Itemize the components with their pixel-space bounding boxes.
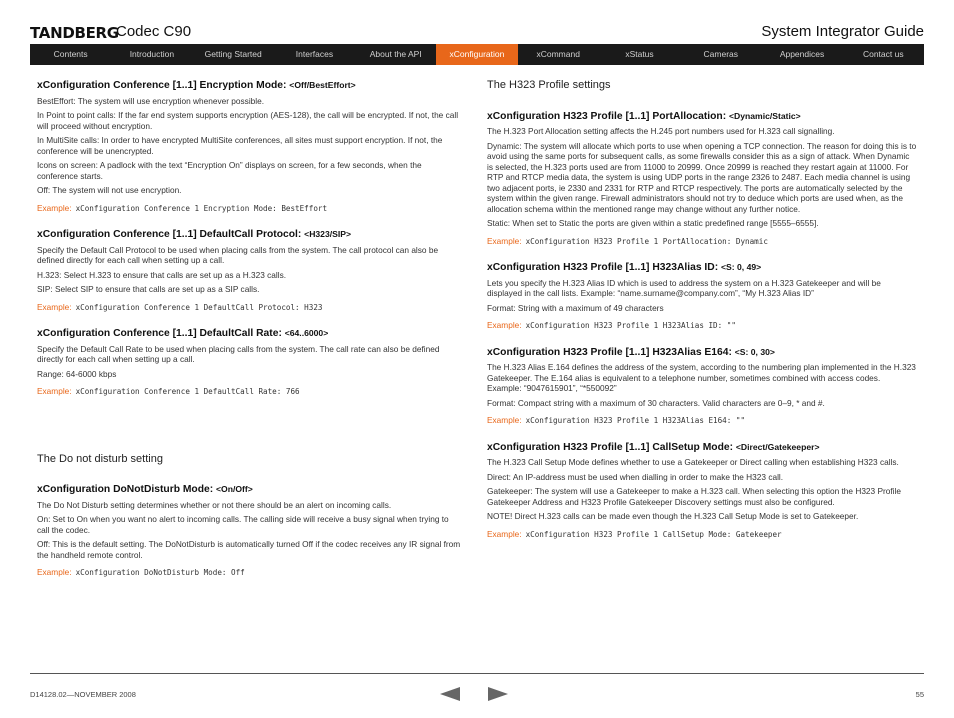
entry-options: <On/Off> [216, 484, 253, 494]
example-code: xConfiguration H323 Profile 1 H323Alias E164: "" [525, 416, 746, 425]
example-label: Example: [487, 320, 522, 330]
entry-title [487, 442, 917, 454]
previous-page-arrow-icon[interactable] [440, 687, 460, 701]
tab-contact-us[interactable]: Contact us [862, 49, 904, 59]
entry-paragraph: Lets you specify the H.323 Alias ID which is used to address the system on a H.323 Gatekeeper and will be displayed in the call lists. Example: “name.surname@company.com”, “My H.323 Alias ID” [487, 277, 881, 298]
tab-xcommand[interactable]: xCommand [536, 49, 580, 59]
entry-paragraph: Static: When set to Static the ports are given within a static predefined range [5555–6555]. [487, 218, 819, 228]
example-line [487, 236, 917, 248]
entry-encryption-mode [37, 80, 462, 214]
example-code: xConfiguration H323 Profile 1 CallSetup Mode: Gatekeeper [525, 529, 782, 539]
tab-cameras[interactable]: Cameras [703, 49, 738, 59]
section-heading-h323-profile: The H323 Profile settings [487, 79, 611, 91]
entry-paragraph: The H.323 Port Allocation setting affects the H.245 port numbers used for H.323 call signalling. [487, 126, 835, 136]
example-code: xConfiguration H323 Profile 1 PortAllocation: Dynamic [525, 236, 768, 246]
tab-xstatus[interactable]: xStatus [625, 49, 654, 59]
entry-paragraph: NOTE! Direct H.323 calls can be made even though the H.323 Call Setup Mode is set to Gatekeeper. [487, 511, 859, 521]
entry-h323alias-id [487, 262, 917, 332]
tab-xconfiguration[interactable]: xConfiguration [436, 44, 517, 65]
example-code: xConfiguration Conference 1 Encryption Mode: BestEffort [75, 203, 328, 213]
example-line [37, 386, 462, 398]
entry-title-text: xConfiguration H323 Profile [1..1] CallSetup Mode: [487, 441, 736, 453]
entry-paragraph: Range: 64-6000 kbps [37, 368, 117, 379]
entry-defaultcall-rate [37, 328, 462, 398]
example-code: xConfiguration Conference 1 DefaultCall Protocol: H323 [75, 302, 323, 312]
example-code: xConfiguration DoNotDisturb Mode: Off [75, 568, 245, 577]
entry-paragraph: Gatekeeper: The system will use a Gatekeeper to make a H.323 call. When selecting this option the H323 Profile Gatekeeper Address and H323 Profile Gatekeeper Discovery settings must also be configured. [487, 486, 901, 507]
entry-paragraph: Specify the Default Call Protocol to be used when placing calls from the system. The call protocol can also be defined directly for each call when setting up a call. [37, 244, 439, 265]
example-line [37, 567, 462, 579]
right-column [487, 80, 917, 555]
entry-options: <H323/SIP> [304, 229, 351, 239]
entry-title [37, 328, 462, 340]
example-code: xConfiguration Conference 1 DefaultCall Rate: 766 [75, 387, 300, 396]
entry-port-allocation [487, 111, 917, 248]
entry-paragraph: Dynamic: The system will allocate which ports to use when opening a TCP connection. The reason for doing this is to avoid using the same ports for subsequent calls, as some firewalls consider this as a sign of attack. When Dynamic is selected, the H.323 ports used are from 11000 to 20999. Once 20999 is reached they restart again at 11000. For RTP and RTCP media data, the system is using UDP ports in the range 2326 to 2487. Each media channel is using two adjacent ports, ie 2330 and 2331 for RTP and RTCP respectively. The ports are automatically selected by the system within the given range. Firewall administrators should not try to deduce which ports are used when, as the allocation schema within the mentioned range may change without any further notice. [487, 140, 917, 214]
entry-paragraph: In Point to point calls: If the far end system supports encryption (AES-128), the call will be encrypted. If not, the call will proceed without encryption. [37, 110, 459, 131]
entry-paragraph: Format: Compact string with a maximum of 30 characters. Valid characters are 0–9, * and #. [487, 397, 825, 408]
entry-paragraph: The H.323 Alias E.164 defines the address of the system, according to the numbering plan implemented in the H.323 Gatekeeper. The E.164 alias is equivalent to a telephone number, sometimes combined with access codes. Example: “9047615901”, “*550092” [487, 362, 916, 393]
entry-title-text: xConfiguration H323 Profile [1..1] H323Alias ID: [487, 262, 722, 273]
example-label: Example: [37, 567, 72, 577]
entry-title [487, 111, 917, 123]
tab-appendices[interactable]: Appendices [779, 49, 825, 59]
entry-donotdisturb-mode [37, 484, 462, 579]
example-line [487, 529, 917, 541]
entry-title-text: xConfiguration Conference [1..1] Encryption Mode: [37, 80, 290, 91]
tab-about-the-api[interactable]: About the API [369, 49, 422, 59]
entry-paragraph: H.323: Select H.323 to ensure that calls are set up as a H.323 calls. [37, 269, 287, 280]
example-label: Example: [487, 528, 522, 539]
next-page-arrow-icon[interactable] [488, 687, 508, 701]
entry-options: <S: 0, 49> [721, 262, 762, 272]
entry-title [37, 229, 462, 241]
product-name: Codec C90 [116, 23, 192, 40]
entry-title-text: xConfiguration Conference [1..1] DefaultCall Protocol: [37, 229, 305, 240]
entry-paragraph: Format: String with a maximum of 49 characters [487, 302, 664, 313]
page-header [30, 22, 924, 44]
entry-paragraph: Specify the Default Call Rate to be used when placing calls from the system. The call rate can also be defined directly for each call when setting up a call. [37, 343, 440, 364]
example-code: xConfiguration H323 Profile 1 H323Alias ID: "" [525, 321, 736, 330]
entry-paragraph: Direct: An IP-address must be used when dialling in order to make the H323 call. [487, 471, 784, 482]
page-number: 55 [915, 690, 924, 699]
example-label: Example: [487, 235, 522, 246]
example-label: Example: [37, 301, 72, 312]
entry-paragraph: In MultiSite calls: In order to have encrypted MultiSite conferences, all sites must support encryption. If not, the conference will be unencrypted. [37, 135, 443, 156]
entry-defaultcall-protocol [37, 229, 462, 313]
document-id: D14128.02—NOVEMBER 2008 [30, 690, 136, 699]
entry-title-text: xConfiguration Conference [1..1] DefaultCall Rate: [37, 328, 285, 339]
entry-title [37, 484, 462, 496]
example-line [37, 203, 462, 215]
entry-paragraph: Icons on screen: A padlock with the text “Encryption On” displays on screen, for a few seconds, when the conference starts. [37, 160, 422, 181]
example-label: Example: [487, 415, 522, 425]
tab-contents[interactable]: Contents [53, 49, 88, 59]
example-line [487, 320, 917, 332]
example-line [487, 415, 917, 427]
example-line [37, 302, 462, 314]
tab-introduction[interactable]: Introduction [129, 49, 175, 59]
entry-paragraph: BestEffort: The system will use encryption whenever possible. [37, 95, 265, 106]
entry-title [487, 347, 917, 359]
entry-title-text: xConfiguration H323 Profile [1..1] H323Alias E164: [487, 346, 735, 358]
entry-title [487, 262, 917, 274]
entry-options: <Dynamic/Static> [729, 110, 801, 121]
entry-options: <Direct/Gatekeeper> [735, 441, 820, 452]
tab-interfaces[interactable]: Interfaces [295, 49, 334, 59]
entry-paragraph: Off: This is the default setting. The DoNotDisturb is automatically turned Off if the codec receives any IR signal from the handheld remote control. [37, 539, 461, 560]
section-heading-do-not-disturb: The Do not disturb setting [37, 452, 163, 465]
left-column [37, 80, 462, 594]
top-nav [30, 44, 924, 65]
entry-h323alias-e164 [487, 347, 917, 427]
entry-options: <Off/BestEffort> [289, 80, 356, 90]
example-label: Example: [37, 202, 72, 213]
guide-title: System Integrator Guide [761, 23, 924, 40]
entry-paragraph: The H.323 Call Setup Mode defines whether to use a Gatekeeper or Direct calling when establishing H323 calls. [487, 457, 899, 467]
entry-options: <64..6000> [284, 328, 329, 338]
footer-divider [30, 673, 924, 674]
example-label: Example: [37, 386, 72, 396]
entry-paragraph: Off: The system will not use encryption. [37, 185, 182, 195]
entry-paragraph: On: Set to On when you want no alert to incoming calls. The calling side will receive a busy signal when trying to call the codec. [37, 514, 449, 535]
entry-callsetup-mode [487, 442, 917, 541]
entry-title-text: xConfiguration DoNotDisturb Mode: [37, 484, 217, 495]
entry-paragraph: The Do Not Disturb setting determines whether or not there should be an alert on incoming calls. [37, 499, 392, 510]
tab-getting-started[interactable]: Getting Started [204, 49, 262, 59]
brand-logo: TANDBERG [30, 24, 119, 42]
entry-options: <S: 0, 30> [734, 346, 775, 357]
entry-paragraph: SIP: Select SIP to ensure that calls are set up as a SIP calls. [37, 284, 260, 294]
entry-title [37, 80, 462, 92]
entry-title-text: xConfiguration H323 Profile [1..1] PortAllocation: [487, 110, 730, 122]
